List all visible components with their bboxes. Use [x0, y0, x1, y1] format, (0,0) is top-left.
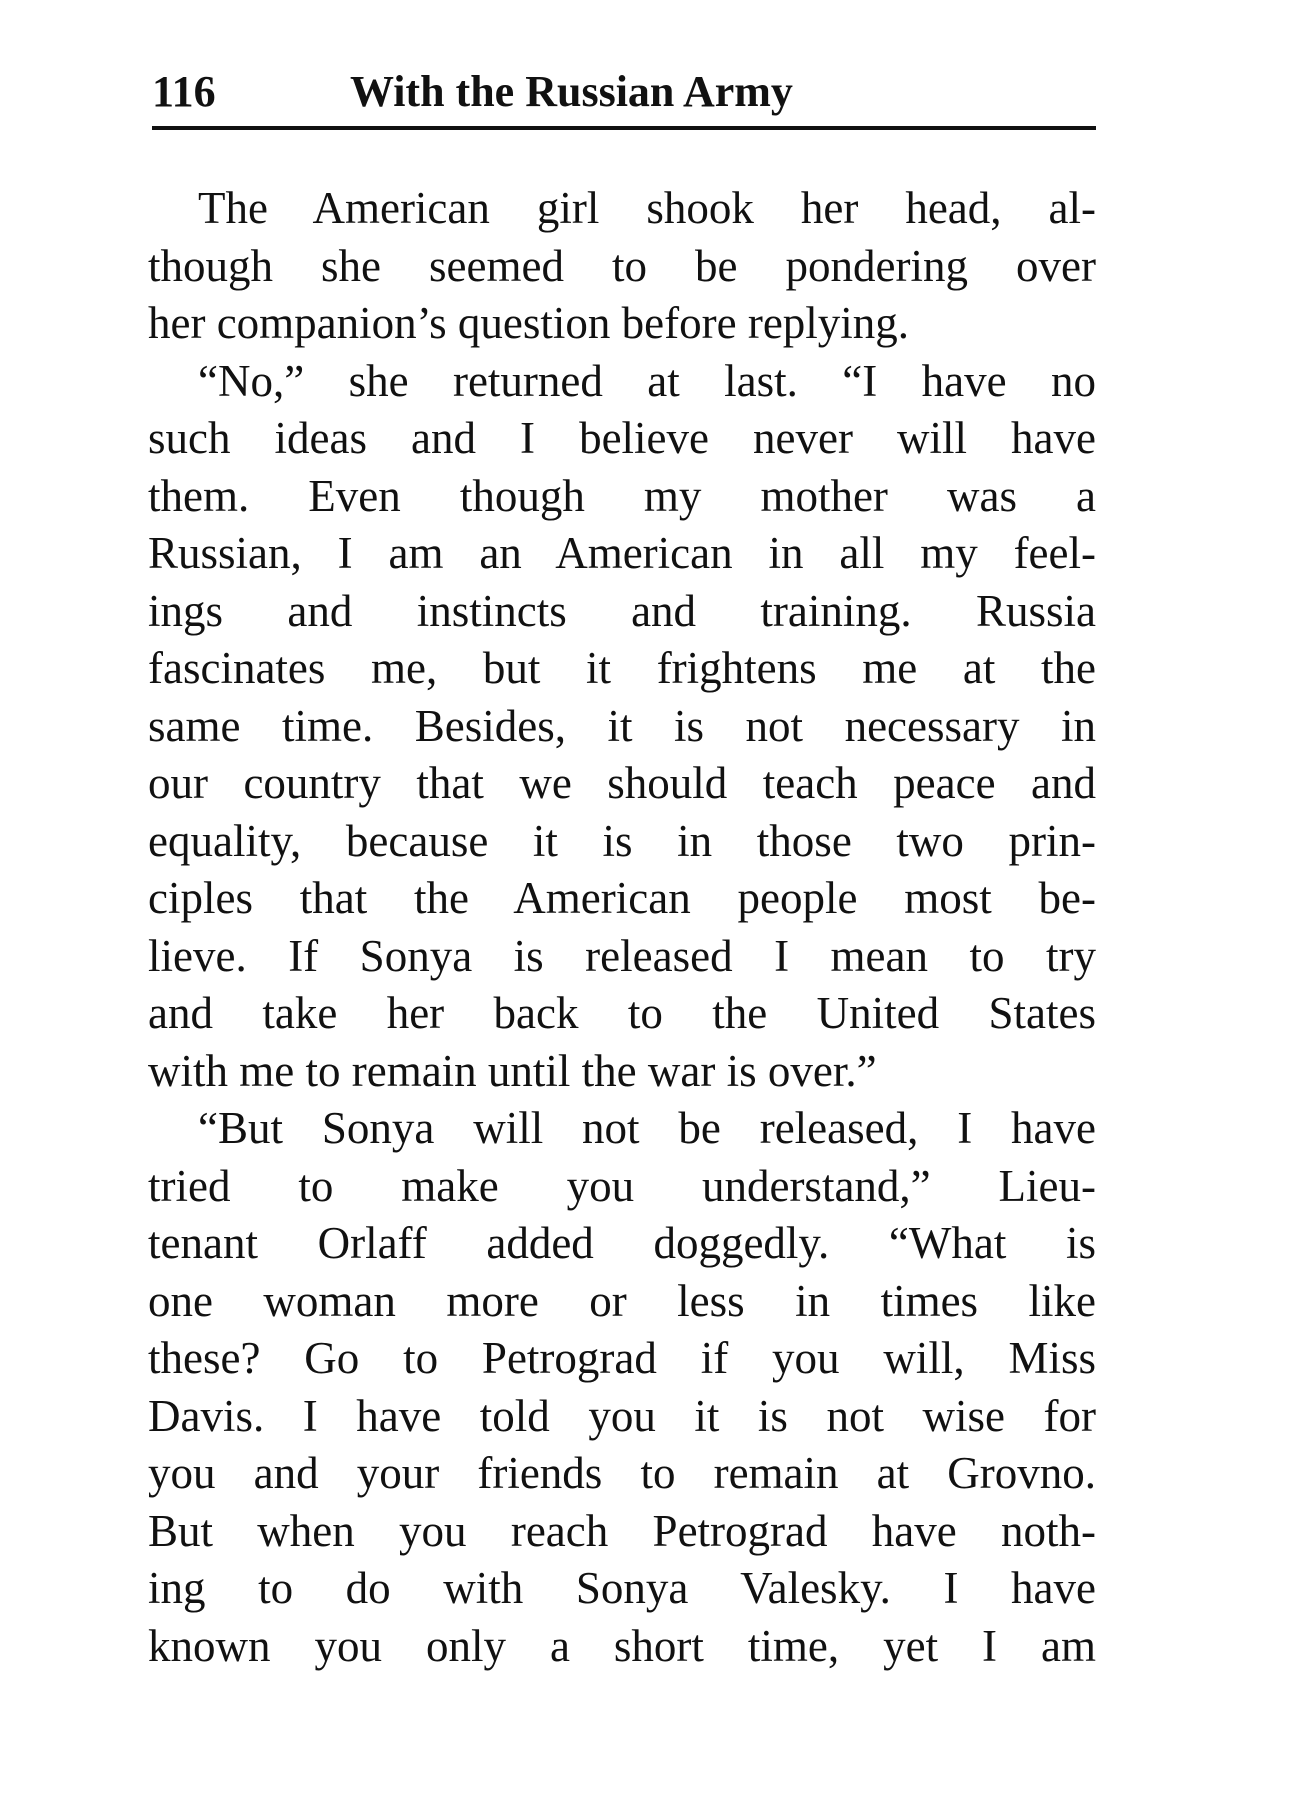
- body-text: [148, 180, 1096, 1675]
- text-line: Davis. I have told you it is not wise for: [148, 1390, 1096, 1441]
- text-line: tenant Orlaff added doggedly. “What is: [148, 1218, 1096, 1268]
- page-number: 116: [152, 67, 216, 116]
- text-line: equality, because it is in those two prin-: [148, 815, 1096, 866]
- text-line: and take her back to the United States: [148, 988, 1096, 1038]
- text-line: tried to make you understand,” Lieu-: [148, 1160, 1096, 1211]
- running-head: With the Russian Army: [350, 67, 793, 116]
- text-line: ciples that the American people most be-: [148, 873, 1096, 923]
- text-line: The American girl shook her head, al-: [198, 183, 1096, 233]
- text-line: ing to do with Sonya Valesky. I have: [148, 1563, 1096, 1613]
- page-header: [152, 62, 1096, 122]
- text-line: “But Sonya will not be released, I have: [198, 1103, 1096, 1153]
- text-line: her companion’s question before replying.: [148, 298, 910, 348]
- text-line: lieve. If Sonya is released I mean to try: [148, 930, 1096, 981]
- text-line: our country that we should teach peace and: [148, 758, 1096, 808]
- text-line: “No,” she returned at last. “I have no: [198, 355, 1096, 406]
- text-line: same time. Besides, it is not necessary in: [148, 700, 1096, 751]
- header-rule: [152, 126, 1096, 130]
- text-line: you and your friends to remain at Grovno.: [148, 1448, 1096, 1498]
- text-line: with me to remain until the war is over.”: [148, 1045, 877, 1096]
- text-line: ings and instincts and training. Russia: [148, 585, 1096, 636]
- text-line: one woman more or less in times like: [148, 1275, 1096, 1326]
- text-line: fascinates me, but it frightens me at the: [148, 643, 1096, 693]
- text-line: known you only a short time, yet I am: [148, 1620, 1096, 1671]
- text-line: Russian, I am an American in all my feel-: [148, 528, 1096, 578]
- text-line: But when you reach Petrograd have noth-: [148, 1505, 1096, 1556]
- text-line: them. Even though my mother was a: [148, 470, 1096, 521]
- text-line: these? Go to Petrograd if you will, Miss: [148, 1333, 1096, 1383]
- text-line: such ideas and I believe never will have: [148, 413, 1096, 463]
- text-line: though she seemed to be pondering over: [148, 240, 1096, 291]
